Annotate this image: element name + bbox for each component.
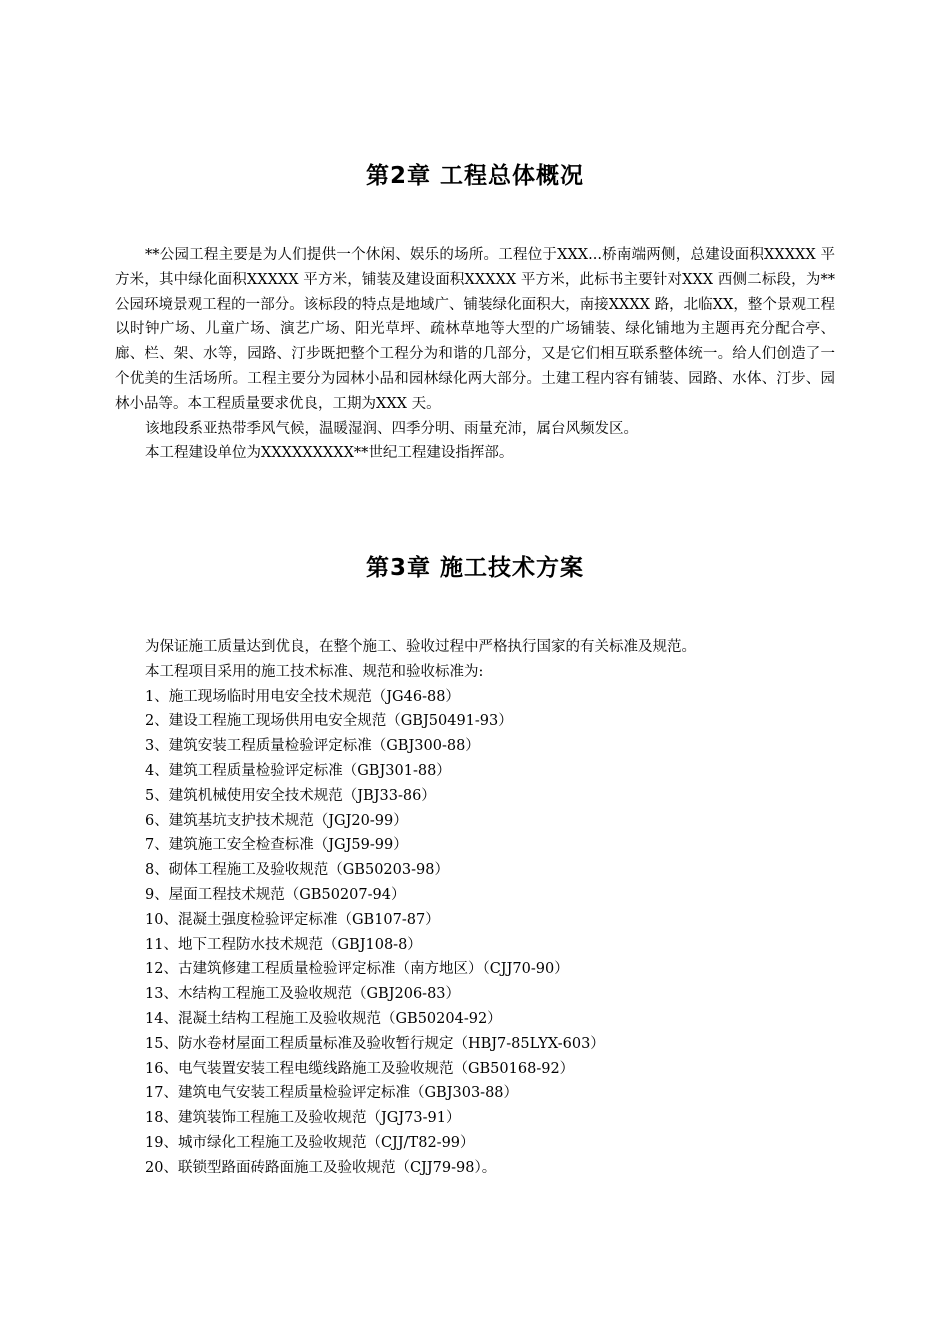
- standard-item: 3、建筑安装工程质量检验评定标准（GBJ300-88）: [145, 738, 480, 755]
- standards-list: [115, 685, 835, 1181]
- chapter-2-body: [115, 243, 835, 466]
- standard-item: 11、地下工程防水技术规范（GBJ108-8）: [145, 936, 422, 953]
- chapter-2-paragraph: 该地段系亚热带季风气候，温暖湿润、四季分明、雨量充沛，属台风频发区。: [145, 420, 638, 437]
- chapter-3-paragraph: 本工程项目采用的施工技术标准、规范和验收标准为:: [145, 663, 484, 680]
- standard-item: 10、混凝土强度检验评定标准（GB107-87）: [145, 911, 440, 928]
- standard-item: 17、建筑电气安装工程质量检验评定标准（GBJ303-88）: [145, 1085, 519, 1102]
- chapter-3-body: [115, 635, 835, 1181]
- chapter-3-paragraph: 为保证施工质量达到优良，在整个施工、验收过程中严格执行国家的有关标准及规范。: [145, 639, 696, 655]
- chapter-2-paragraph: **公园工程主要是为人们提供一个休闲、娱乐的场所。工程位于XXX...桥南端两侧，总建设面积XXXXX 平方米，其中绿化面积XXXXX 平方米，铺装及建设面积XXXXX 平方米，此标书主要针对XXX 西侧二标段，为**公园环境景观工程的一部分。该标段的特点是地域广、铺装绿化面积大，南接XXXX 路，北临XX，整个景观工程以时钟广场、儿童广场、演艺广场、阳光草坪、疏林草地等大型的广场铺装、绿化铺地为主题再充分配合亭、廊、栏、架、水等，园路、汀步既把整个工程分为和谐的几部分，又是它们相互联系整体统一。给人们创造了一个优美的生活场所。工程主要分为园林小品和园林绿化两大部分。土建工程内容有铺装、园路、水体、汀步、园林小品等。本工程质量要求优良，工期为XXX 天。: [115, 247, 835, 412]
- chapter-2-paragraph: 本工程建设单位为XXXXXXXXX**世纪工程建设指挥部。: [145, 445, 514, 462]
- standard-item: 4、建筑工程质量检验评定标准（GBJ301-88）: [145, 762, 451, 779]
- standard-item: 12、古建筑修建工程质量检验评定标准（南方地区）（CJJ70-90）: [145, 961, 569, 978]
- standard-item: 6、建筑基坑支护技术规范（JGJ20-99）: [145, 812, 408, 829]
- standard-item: 19、城市绿化工程施工及验收规范（CJJ/T82-99）: [145, 1134, 475, 1151]
- standard-item: 14、混凝土结构工程施工及验收规范（GB50204-92）: [145, 1010, 502, 1027]
- standard-item: 8、砌体工程施工及验收规范（GB50203-98）: [145, 862, 449, 879]
- standard-item: 15、防水卷材屋面工程质量标准及验收暂行规定（HBJ7-85LYX-603）: [145, 1035, 605, 1052]
- standard-item: 13、木结构工程施工及验收规范（GBJ206-83）: [145, 986, 461, 1003]
- standard-item: 18、建筑装饰工程施工及验收规范（JGJ73-91）: [145, 1110, 461, 1127]
- chapter-2-title: 第2章 工程总体概况: [365, 163, 584, 189]
- standard-item: 1、施工现场临时用电安全技术规范（JG46-88）: [145, 688, 460, 705]
- chapter-3-title: 第3章 施工技术方案: [365, 555, 584, 581]
- standard-item: 9、屋面工程技术规范（GB50207-94）: [145, 886, 406, 903]
- standard-item: 7、建筑施工安全检查标准（JGJ59-99）: [145, 837, 408, 854]
- standard-item: 20、联锁型路面砖路面施工及验收规范（CJJ79-98）。: [145, 1159, 497, 1176]
- standard-item: 5、建筑机械使用安全技术规范（JBJ33-86）: [145, 787, 436, 804]
- standard-item: 16、电气装置安装工程电缆线路施工及验收规范（GB50168-92）: [145, 1060, 575, 1077]
- standard-item: 2、建设工程施工现场供用电安全规范（GBJ50491-93）: [145, 713, 513, 730]
